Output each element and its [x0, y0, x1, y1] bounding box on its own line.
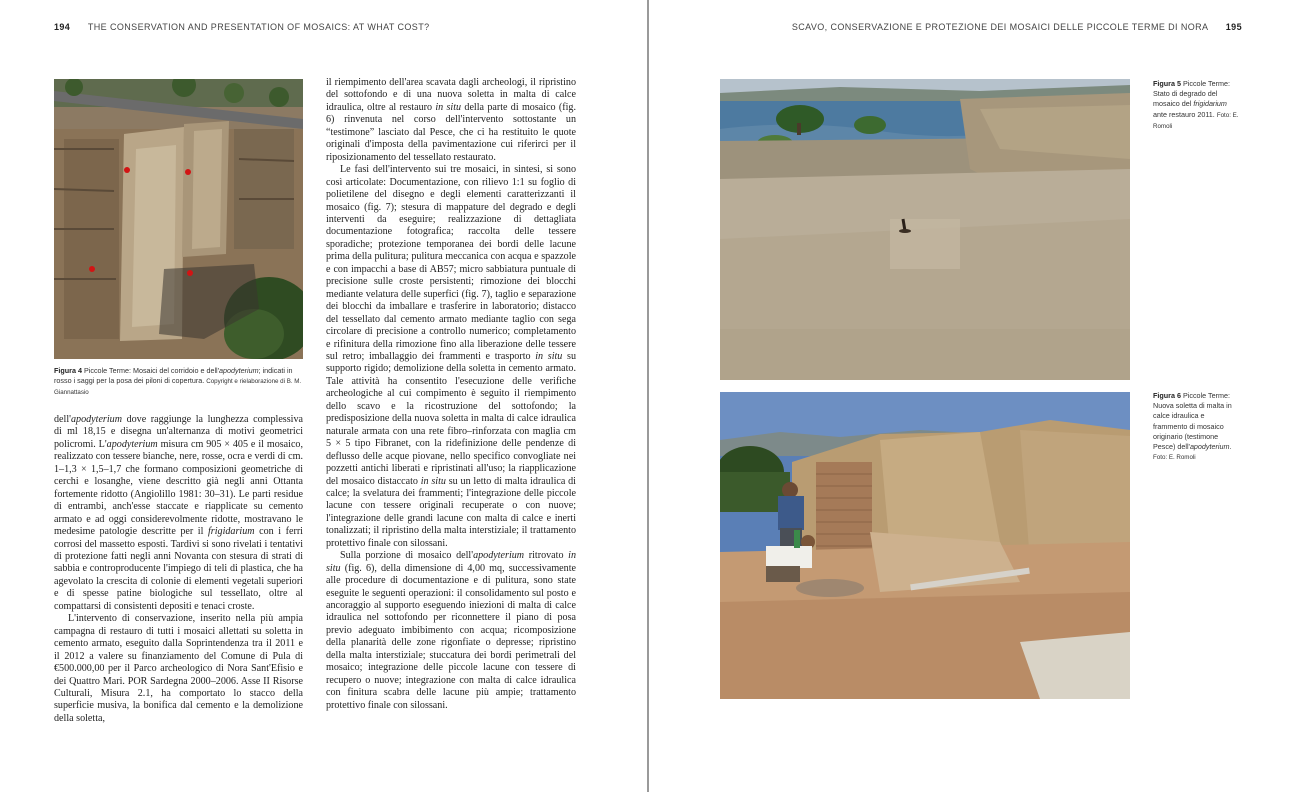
- right-running-title: SCAVO, CONSERVAZIONE E PROTEZIONE DEI MOSAICI DELLE PICCOLE TERME DI NORA: [791, 22, 1208, 32]
- body-paragraph: [54, 414, 303, 613]
- figure-5-label: Figura 5: [1153, 79, 1181, 88]
- figure-5-caption-text-b: ante restauro 2011.: [1153, 109, 1215, 119]
- text-run: il riempimento dell'area scavata dagli archeologi, il ripristino del sottofondo e di una nuova soletta in malta di calce idraulica, oltre al restauro: [326, 77, 576, 113]
- figure-6-caption-italic: apodyterium: [1189, 442, 1230, 452]
- left-folio: 194: [54, 22, 71, 32]
- figure-6-caption-text-b: .: [1229, 442, 1232, 452]
- text-column-1: [54, 414, 303, 725]
- text-run: della parte di mosaico (fig. 6) rinvenuta nel corso dell'intervento sottostante un “testimone” lasciato dal Pesce, che ci ha restituito le quote originali d'imposta della pavimentazione cui riferirci per il riposizionamento del tessellato restaurato.: [326, 101, 576, 163]
- figure-6-label: Figura 6: [1153, 391, 1181, 400]
- text-run: misura cm 905 × 405 e il mosaico, realizzato con tessere bianche, nere, rosse, ocra e verdi di cm. 1–1,3 × 1,5–1,7 che formano composizioni geometriche di cerchi e losanghe, viene descritto già negli anni Ottanta fortemente ridotto (Angiolillo 1981: 30–31). Le parti residue di entrambi, anch'esse staccate e riapplicate su cemento armato e ad oggi considerevolmente ridotte, mostravano le medesime patologie descritte per il: [54, 438, 304, 538]
- text-run: (fig. 6), della dimensione di 4,00 mq, successivamente alle procedure di documentazione e di pulitura, sono state eseguite le seguenti operazioni: il consolidamento sul posto e ancoraggio al supporto eseguendo iniezioni di malta di calce idraulica nel sottofondo per riconnettere il piano di posa previo adeguato imbibimento con acqua; ricomposizione della planarità delle zone rigonfiate o depresse; ripristino della malta interstiziale; stuccatura dei bordi perimetrali del mosaico; integrazione delle piccole lacune con tessere di recupero o nuove; integrazione con malta di calce idraulica con finitura scabra delle lacune più ampie; trattamento protettivo finale con silossani.: [326, 562, 576, 711]
- text-run: ritrovato: [524, 550, 569, 562]
- body-paragraph: [54, 613, 303, 725]
- right-folio: 195: [1225, 22, 1242, 32]
- body-paragraph: [326, 550, 576, 712]
- left-running-header: [54, 22, 430, 32]
- italic-term: apodyterium: [473, 550, 525, 562]
- figure-4-caption-text-a: Piccole Terme: Mosaici del corridoio e dell': [83, 366, 220, 375]
- text-run: su supporto rigido; demolizione della soletta in cemento armato. Tale attività ha consentito l'esecuzione delle verifiche archeologiche al cui compimento è seguito il riempimento dello scavo e la ricostruzione del sottofondo; la predisposizione della nuova soletta in malta di calce idraulica naturale armata con una rete fibro–rinforzata con maglia cm 5 × 5 tipo Fibranet, con la ridefinizione delle pendenze di deflusso delle acque piovane, nello specifico convogliate nei pozzetti antichi liberati e ripristinati all'uso; la riapplicazione del mosaico distaccato: [326, 350, 576, 487]
- italic-term: in situ: [326, 550, 576, 574]
- text-run: dove raggiunge la lunghezza complessiva di ml 18,15 e disegna un'alternanza di motivi geometrici policromi. L': [54, 414, 303, 450]
- body-paragraph: [326, 164, 576, 550]
- figure-5-caption-italic: frigidarium: [1193, 99, 1227, 109]
- figure-6-photo: [720, 392, 1130, 699]
- figure-5-credit: Foto: E. Romoli: [1153, 111, 1239, 130]
- text-run: dell': [54, 414, 71, 425]
- figure-4-caption-text-b: ; indicati in rosso i saggi per la posa dei piloni di copertura.: [54, 366, 293, 386]
- italic-term: apodyterium: [70, 414, 122, 425]
- right-page: [649, 0, 1296, 792]
- figure-4-caption: [54, 366, 303, 399]
- text-run: Le fasi dell'intervento sui tre mosaici, in sintesi, si sono così articolate: Documentazione, con rilievo 1:1 su foglio di polietilene del disegno e degli elementi caratterizzanti il mosaico (fig. 7); stesura di mappature del degrado e degli interventi da eseguire; realizzazione di dettagliata documentazione fotografica; raccolta delle tessere sporadiche; protezione temporanea dei bordi delle lacune prima della pulitura; pulitura meccanica con acqua e spazzole e con impacchi a base di AB57; micro sabbiatura puntuale di precisione sulle croste persistenti; rimozione dei blocchi mediante velatura delle superfici (fig. 7), taglio e separazione dei blocchi da imballare e trasferire in laboratorio; distacco del tessellato dal cemento armato mediante taglio con sega circolare di precisione a controllo numerico; completamento e rifinitura della rimozione fino alla liberazione delle tessere sul retro; imballaggio dei frammenti e trasporto: [326, 164, 576, 362]
- figure-4-aerial-photo: [54, 79, 303, 359]
- italic-term: in situ: [535, 350, 563, 362]
- right-running-header: [792, 22, 1242, 32]
- left-running-title: THE CONSERVATION AND PRESENTATION OF MOSAICS: AT WHAT COST?: [87, 22, 430, 32]
- text-run: su un letto di malta idraulica di calce; la svelatura dei frammenti; l'integrazione delle piccole lacune con tessere originali recuperate o con nuove; l'integrazione delle grandi lacune con malta di calce e inerti tonalizzati; il ripristino della malta interstiziale; il trattamento protettivo finale con silossani.: [326, 475, 576, 549]
- left-page: [0, 0, 647, 792]
- figure-5-photo: [720, 79, 1130, 380]
- figure-6-caption-text-a: Piccole Terme: Nuova soletta di malta in calce idraulica e frammento di mosaico originario (testimone Pesce) dell': [1153, 391, 1232, 452]
- italic-term: apodyterium: [106, 438, 158, 450]
- body-paragraph: [326, 77, 576, 164]
- figure-5-caption-text-a: Piccole Terme: Stato di degrado del mosaico del: [1153, 79, 1230, 109]
- text-run: Sulla porzione di mosaico dell': [340, 550, 474, 562]
- italic-term: in situ: [420, 475, 446, 487]
- figure-4-caption-italic: apodyterium: [219, 366, 259, 375]
- text-column-2: [326, 77, 576, 712]
- figure-5-caption: [1153, 79, 1239, 132]
- text-run: con i ferri corrosi del massetto esposti. Tardivi si sono rivelati i tentativi di protezione fatti negli anni Novanta con stesura di strati di sabbia e controproducente l'impiego di teli di plastica, che ha agevolato la crescita di colonie di elementi vegetali superiori e di spesse patine biologiche sul tessellato, oltre al compattarsi di consistenti depositi e tenaci croste.: [54, 526, 303, 612]
- italic-term: in situ: [435, 101, 462, 113]
- text-run: L'intervento di conservazione, inserito nella più ampia campagna di restauro di tutti i mosaici allettati su soletta in cemento armato, eseguito dalla Soprintendenza tra il 2011 e il 2012 a valere su finanziamento del Comune di Pula di €500.000,00 per il Parco archeologico di Nora Sant'Efisio e dei Quattro Mari. POR Sardegna 2000–2006. Asse II Risorse Culturali, Misura 2.1, ha comportato lo stacco della superficie musiva, la bonifica dal cemento e la demolizione della soletta,: [54, 613, 303, 724]
- italic-term: frigidarium: [207, 526, 255, 538]
- figure-6-credit: Foto: E. Romoli: [1153, 454, 1196, 462]
- figure-4-label: Figura 4: [54, 366, 82, 375]
- figure-6-caption: [1153, 391, 1239, 463]
- figure-4-credit: Copyright e rielaborazione di B. M. Giannattasio: [54, 378, 302, 397]
